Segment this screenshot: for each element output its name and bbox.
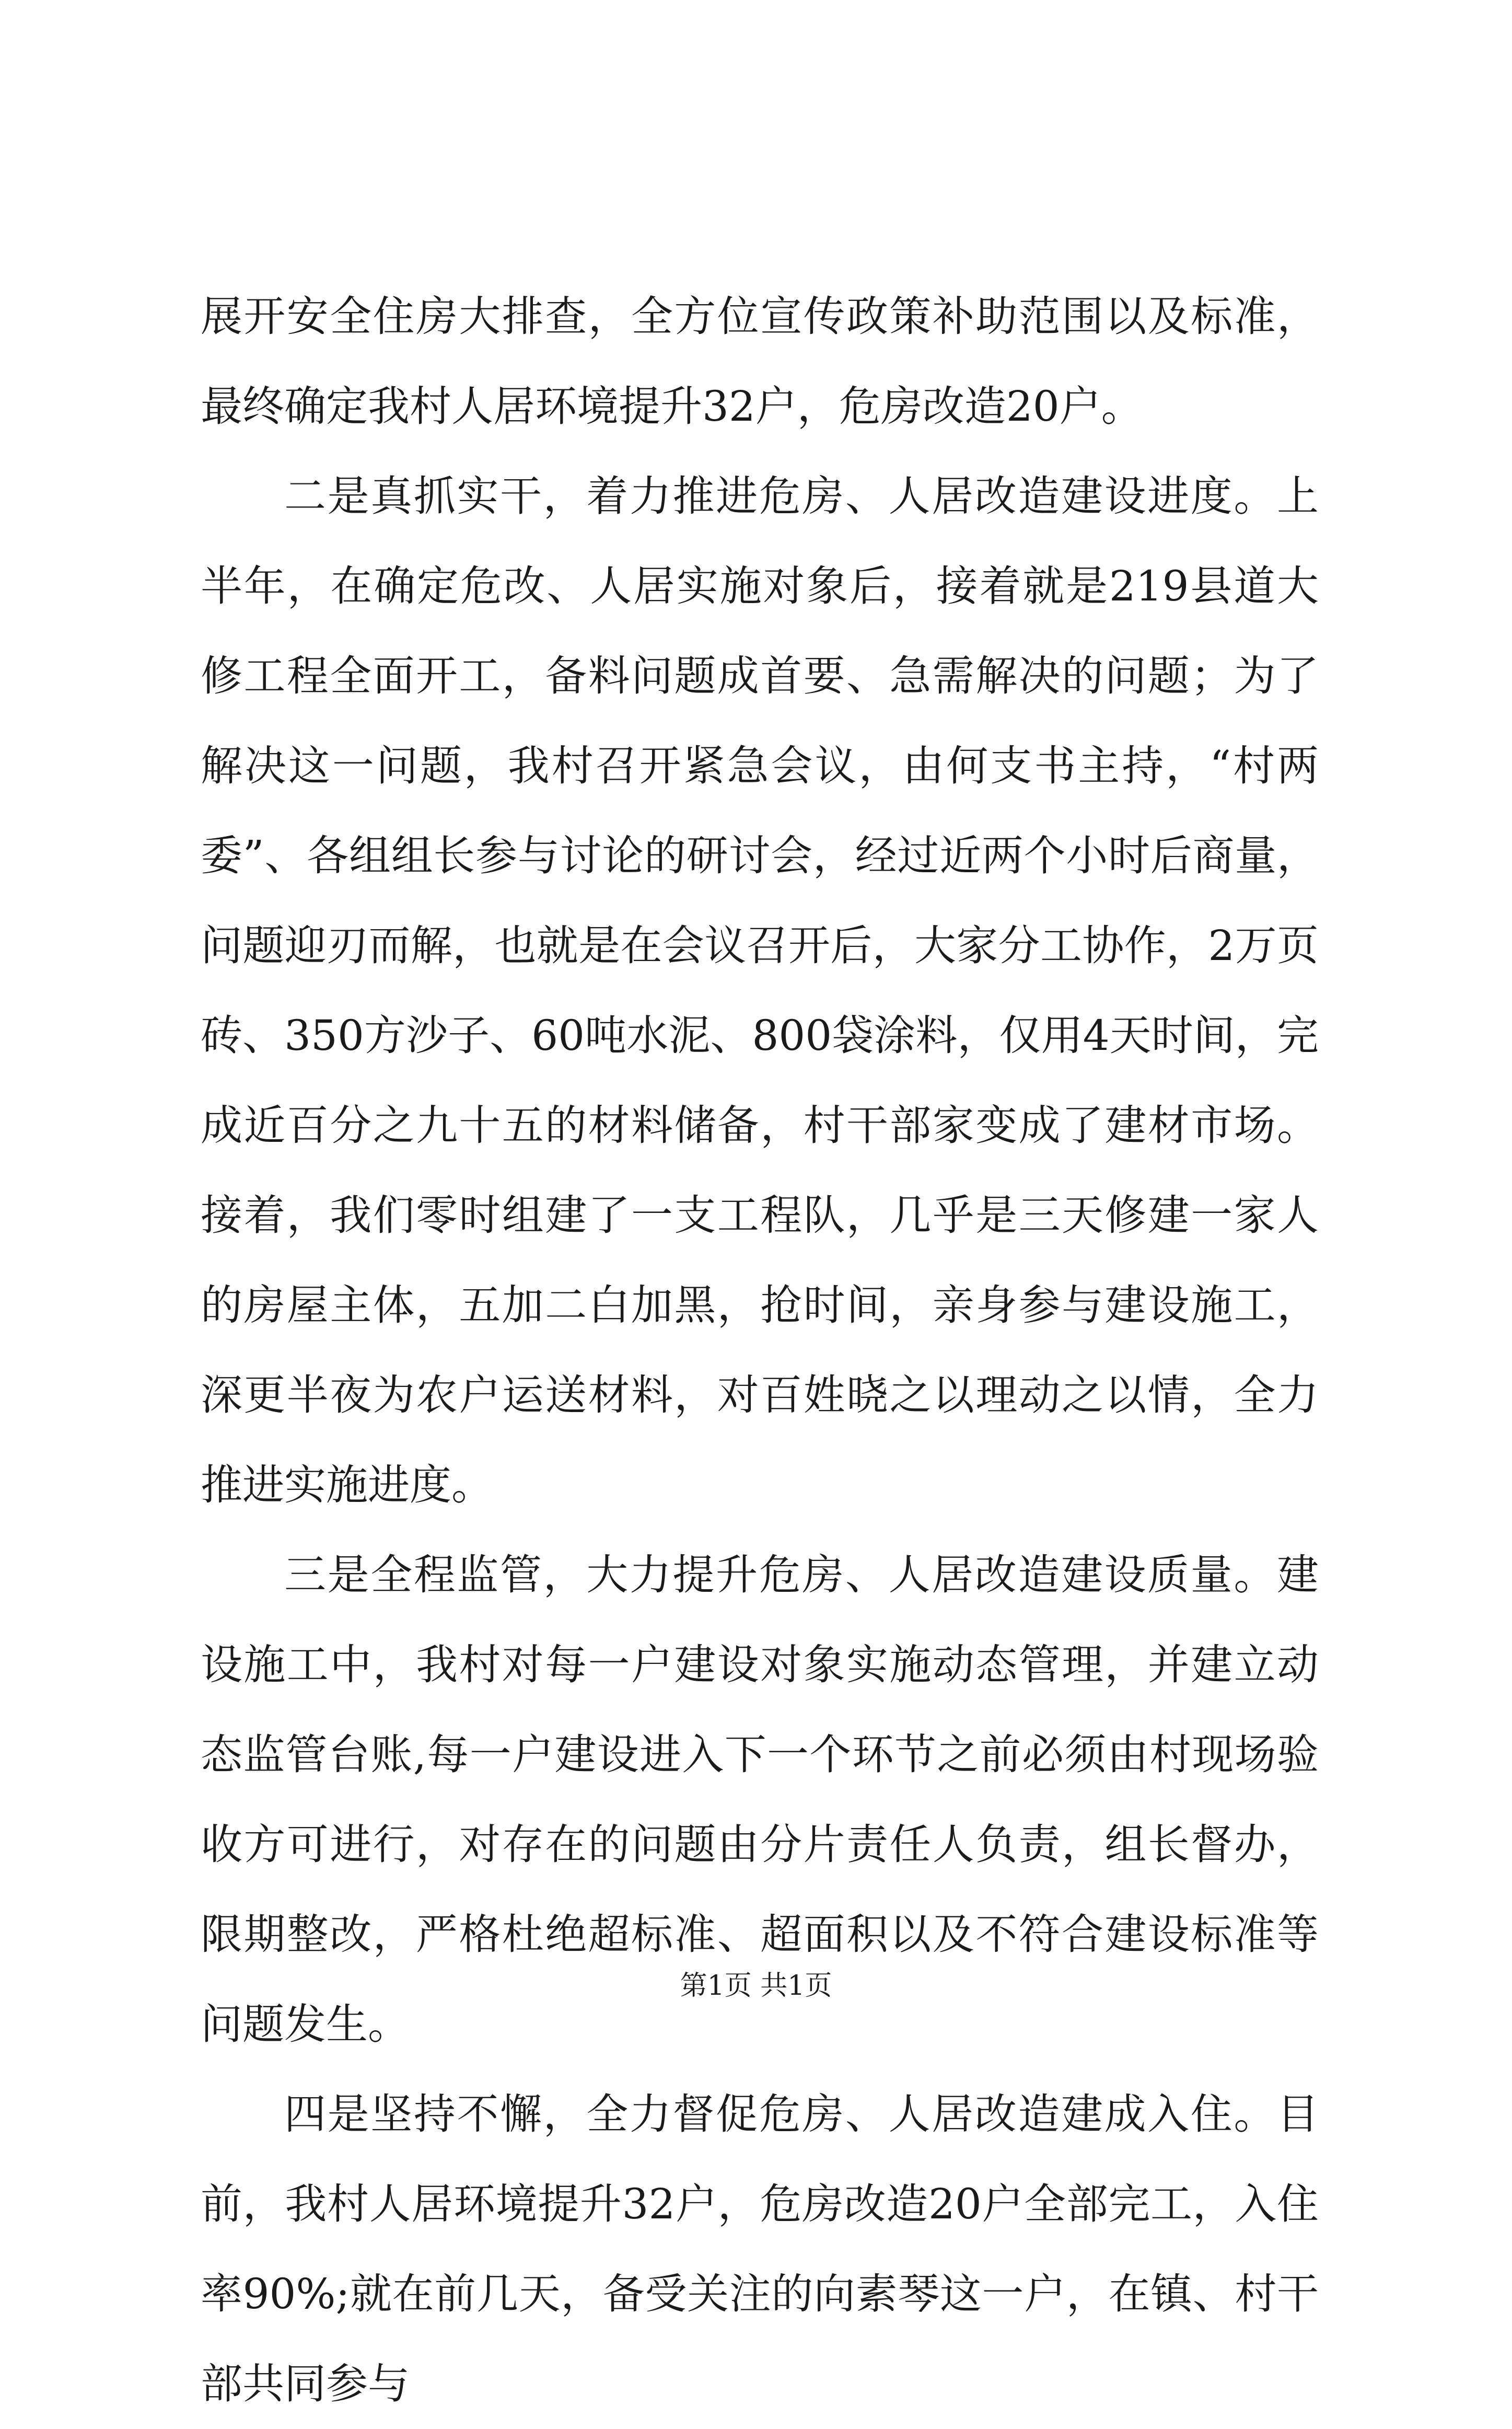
document-body <box>201 272 1319 2429</box>
paragraph-item-2: 二是真抓实干，着力推进危房、人居改造建设进度。上半年，在确定危改、人居实施对象后，接着就是219县道大修工程全面开工，备料问题成首要、急需解决的问题；为了解决这一问题，我村召开紧急会议，由何支书主持，“村两委”、各组组长参与讨论的研讨会，经过近两个小时后商量，问题迎刃而解，也就是在会议召开后，大家分工协作，2万页砖、350方沙子、60吨水泥、800袋涂料，仅用4天时间，完成近百分之九十五的材料储备，村干部家变成了建材市场。接着，我们零时组建了一支工程队，几乎是三天修建一家人的房屋主体，五加二白加黑，抢时间，亲身参与建设施工，深更半夜为农户运送材料，对百姓晓之以理动之以情，全力推进实施进度。 <box>201 472 1319 1509</box>
paragraph-continuation: 展开安全住房大排查，全方位宣传政策补助范围以及标准，最终确定我村人居环境提升32户，危房改造20户。 <box>201 292 1319 431</box>
page-number-label: 第1页 共1页 <box>680 1970 832 2002</box>
page-footer <box>0 1968 1512 2004</box>
paragraph-item-3: 三是全程监管，大力提升危房、人居改造建设质量。建设施工中，我村对每一户建设对象实施动态管理，并建立动态监管台账,每一户建设进入下一个环节之前必须由村现场验收方可进行，对存在的问题由分片责任人负责，组长督办，限期整改，严格杜绝超标准、超面积以及不符合建设标准等问题发生。 <box>201 1551 1319 2049</box>
paragraph-item-4: 四是坚持不懈，全力督促危房、人居改造建成入住。目前，我村人居环境提升32户，危房改造20户全部完工，入住率90%;就在前几天，备受关注的向素琴这一户，在镇、村干部共同参与 <box>201 2090 1319 2408</box>
